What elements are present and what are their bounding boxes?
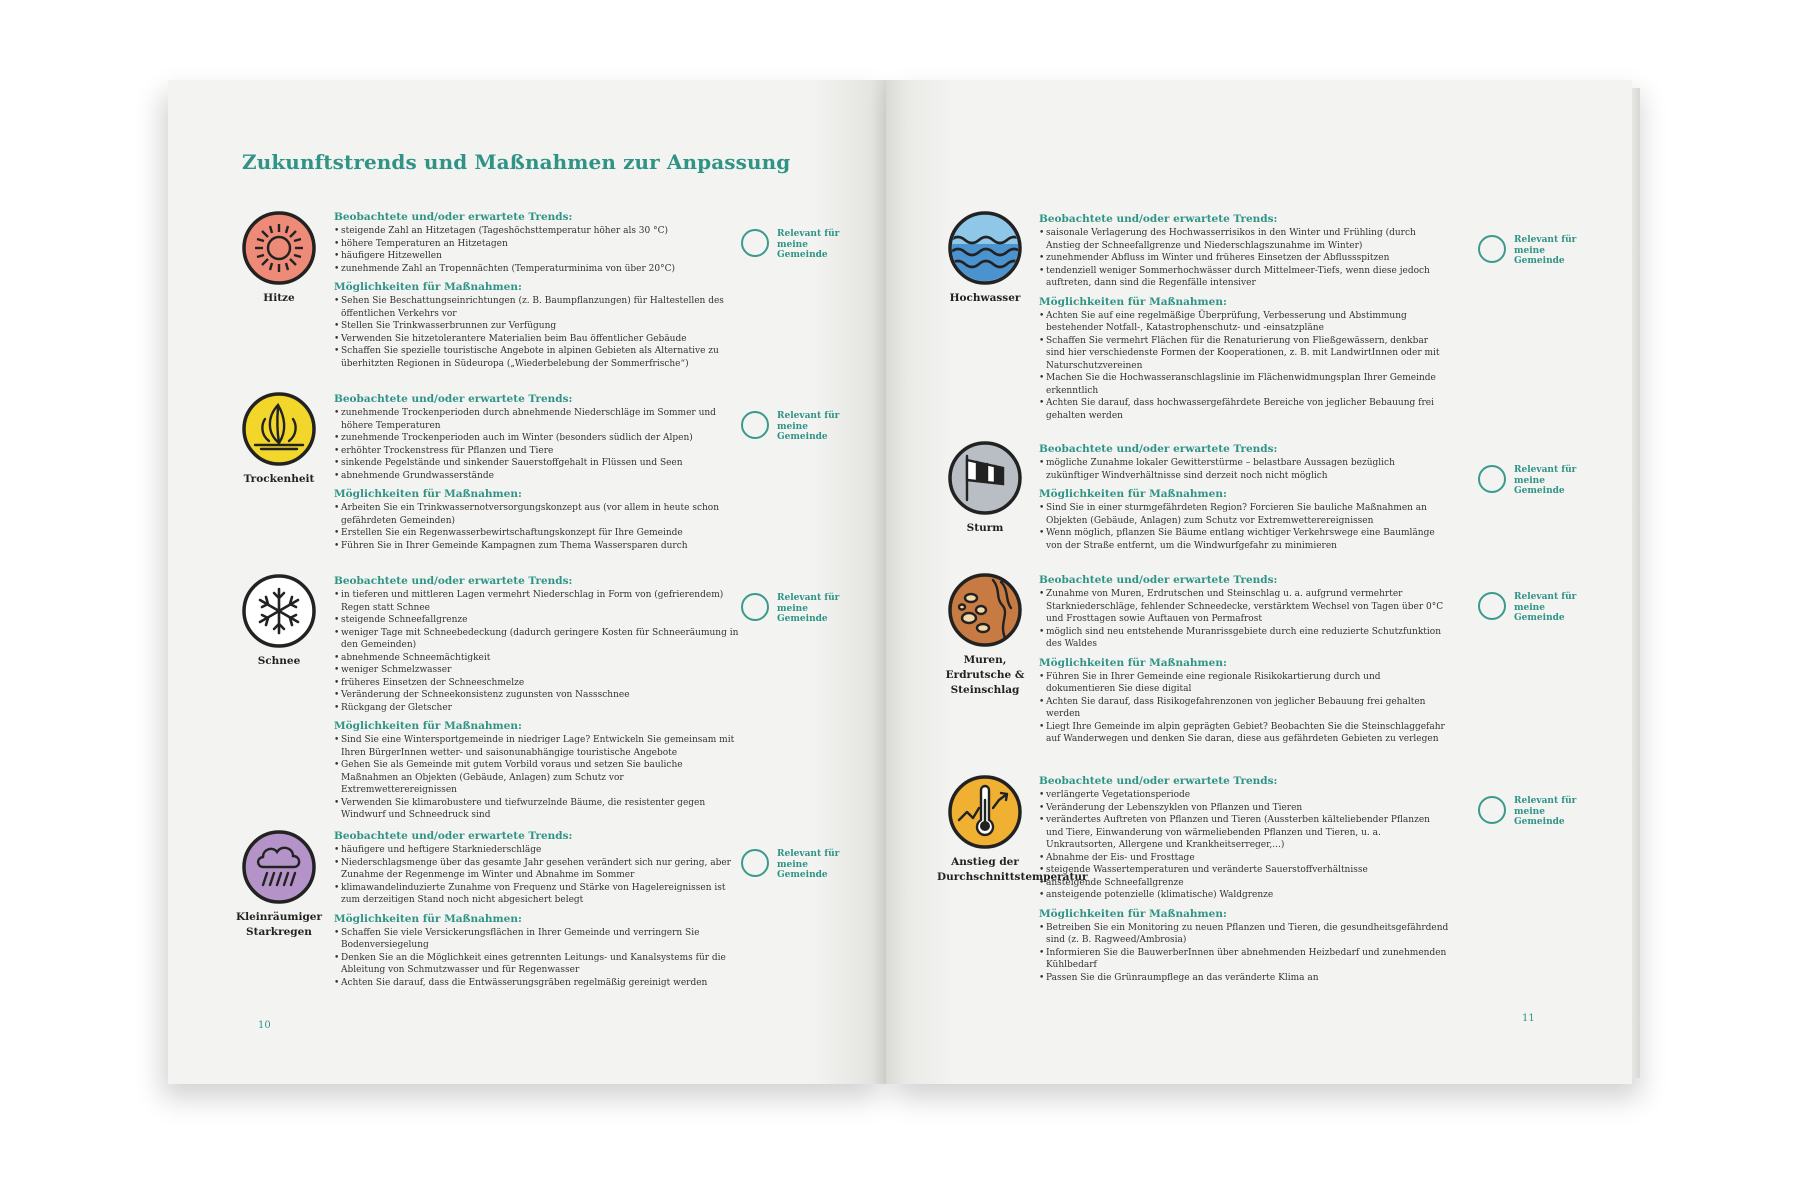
relevant-label: Relevant für meine Gemeinde xyxy=(777,849,840,880)
trend-item: • zunehmende Trockenperioden auch im Winter (besonders südlich der Alpen) xyxy=(334,432,742,445)
trend-item: • weniger Tage mit Schneebedeckung (dadurch geringere Kosten für Schneeräumung in den Gemeinden) xyxy=(334,627,742,652)
relevant-checkbox-trockenheit[interactable] xyxy=(741,411,851,451)
measure-item: • Achten Sie darauf, dass die Entwässerungsgräben regelmäßig gereinigt werden xyxy=(334,977,742,990)
measure-item: • Gehen Sie als Gemeinde mit gutem Vorbild voraus und setzen Sie bauliche Maßnahmen an Objekten (Gebäude, Anlagen) zum Schutz vor Extremwetterereignissen xyxy=(334,759,742,797)
sun-icon xyxy=(241,210,317,286)
relevant-checkbox-sturm[interactable] xyxy=(1478,465,1588,505)
trends-heading: Beobachtete und/oder erwartete Trends: xyxy=(1039,574,1278,586)
checkbox-circle-icon[interactable] xyxy=(741,229,769,257)
trends-list xyxy=(1039,789,1449,902)
relevant-label: Relevant für meine Gemeinde xyxy=(777,411,840,442)
trend-item: • Veränderung der Lebenszyklen von Pflanzen und Tieren xyxy=(1039,802,1449,815)
measures-list xyxy=(1039,502,1449,552)
trend-item: • zunehmende Trockenperioden durch abnehmende Niederschläge im Sommer und höhere Temperaturen xyxy=(334,407,742,432)
trends-list xyxy=(334,407,742,482)
relevant-checkbox-starkregen[interactable] xyxy=(741,849,851,889)
measures-heading: Möglichkeiten für Maßnahmen: xyxy=(334,488,522,500)
trend-item: • Rückgang der Gletscher xyxy=(334,702,742,715)
sturm-content xyxy=(1039,443,1449,552)
measures-heading: Möglichkeiten für Maßnahmen: xyxy=(334,281,522,293)
trend-item: • abnehmende Grundwasserstände xyxy=(334,470,742,483)
trend-item: • zunehmende Zahl an Tropennächten (Temperaturminima von über 20°C) xyxy=(334,263,742,276)
icon-label: Muren, Erdrutsche & Steinschlag xyxy=(945,654,1025,696)
checkbox-circle-icon[interactable] xyxy=(741,411,769,439)
relevant-checkbox-hitze[interactable] xyxy=(741,229,851,269)
relevant-checkbox-temperatur[interactable] xyxy=(1478,796,1588,836)
rockfall-icon xyxy=(947,572,1023,648)
measure-item: • Schaffen Sie spezielle touristische Angebote in alpinen Gebieten als Alternative zu überhitzten Regionen in Südeuropa („Wiederbelebung der Sommerfrische“) xyxy=(334,345,742,370)
relevant-checkbox-schnee[interactable] xyxy=(741,593,851,633)
starkregen-icon-group xyxy=(235,829,323,940)
measures-list xyxy=(334,502,742,552)
icon-label: Hochwasser xyxy=(949,292,1021,304)
right-page xyxy=(886,80,1632,1084)
trend-item: • Veränderung der Schneekonsistenz zugunsten von Nassschnee xyxy=(334,689,742,702)
trends-list xyxy=(334,844,742,907)
measures-heading: Möglichkeiten für Maßnahmen: xyxy=(1039,295,1227,308)
checkbox-circle-icon[interactable] xyxy=(1478,592,1506,620)
muren-icon-group xyxy=(945,572,1025,698)
icon-label: Anstieg der Durchschnittstemperatur xyxy=(937,856,1088,883)
trend-item: • verlängerte Vegetationsperiode xyxy=(1039,789,1449,802)
relevant-label: Relevant für meine Gemeinde xyxy=(1514,235,1577,266)
measure-item: • Liegt Ihre Gemeinde im alpin geprägten Gebiet? Beobachten Sie die Steinschlaggefahr auf Wanderwegen und denken Sie daran, diese aus gefährdeten Gebieten zu verlegen xyxy=(1039,721,1449,746)
trends-heading: Beobachtete und/oder erwartete Trends: xyxy=(1039,775,1278,787)
page-edge xyxy=(1632,88,1640,1078)
page-number-right: 11 xyxy=(1522,1013,1535,1024)
measure-item: • Achten Sie darauf, dass hochwassergefährdete Bereiche von jeglicher Bebauung frei gehalten werden xyxy=(1039,397,1449,422)
measure-item: • Erstellen Sie ein Regenwasserbewirtschaftungskonzept für Ihre Gemeinde xyxy=(334,527,742,540)
relevant-checkbox-muren[interactable] xyxy=(1478,592,1588,632)
measures-list xyxy=(1039,310,1449,423)
hitze-content xyxy=(334,211,742,370)
left-page xyxy=(168,80,886,1084)
measure-item: • Machen Sie die Hochwasseranschlagslinie im Flächenwidmungsplan Ihrer Gemeinde erkenntlich xyxy=(1039,372,1449,397)
trends-list xyxy=(1039,227,1449,290)
checkbox-circle-icon[interactable] xyxy=(1478,796,1506,824)
measures-list xyxy=(334,295,742,370)
trend-item: • mögliche Zunahme lokaler Gewitterstürme – belastbare Aussagen bezüglich zukünftiger Windverhältnisse sind derzeit noch nicht möglich xyxy=(1039,457,1449,482)
trend-item: • sinkende Pegelstände und sinkender Sauerstoffgehalt in Flüssen und Seen xyxy=(334,457,742,470)
measure-item: • Arbeiten Sie ein Trinkwassernotversorgungskonzept aus (vor allem in heute schon gefährdeten Gemeinden) xyxy=(334,502,742,527)
windsock-icon xyxy=(947,440,1023,516)
trend-item: • Zunahme von Muren, Erdrutschen und Steinschlag u. a. aufgrund vermehrter Starkniederschläge, fehlender Schneedecke, verstärktem Wechsel von Tagen über 0°C und Frosttagen sowie Auftauen von Permafrost xyxy=(1039,588,1449,626)
trend-item: • saisonale Verlagerung des Hochwasserrisikos in den Winter und Frühling (durch Anstieg der Schneefallgrenze und Niederschlagszunahme im Winter) xyxy=(1039,227,1449,252)
measures-list xyxy=(1039,922,1449,985)
trends-list xyxy=(334,589,742,714)
trend-item: • höhere Temperaturen an Hitzetagen xyxy=(334,238,742,251)
hitze-icon-group xyxy=(239,210,319,306)
trend-item: • möglich sind neu entstehende Muranrissgebiete durch eine reduzierte Schutzfunktion des Waldes xyxy=(1039,626,1449,651)
checkbox-circle-icon[interactable] xyxy=(741,849,769,877)
thermometer-rising-icon xyxy=(947,774,1023,850)
measure-item: • Informieren Sie die BauwerberInnen über abnehmenden Heizbedarf und zunehmenden Kühlbedarf xyxy=(1039,947,1449,972)
page-number-left: 10 xyxy=(258,1020,271,1031)
relevant-label: Relevant für meine Gemeinde xyxy=(1514,592,1577,623)
trend-item: • erhöhter Trockenstress für Pflanzen und Tiere xyxy=(334,445,742,458)
schnee-icon-group xyxy=(239,573,319,669)
trend-item: • steigende Zahl an Hitzetagen (Tageshöchsttemperatur höher als 30 °C) xyxy=(334,225,742,238)
measures-list xyxy=(334,927,742,990)
trend-item: • zunehmender Abfluss im Winter und früheres Einsetzen der Abflussspitzen xyxy=(1039,252,1449,265)
relevant-label: Relevant für meine Gemeinde xyxy=(777,229,840,260)
trends-list xyxy=(1039,457,1449,482)
measure-item: • Achten Sie darauf, dass Risikogefahrenzonen von jeglicher Bebauung frei gehalten werden xyxy=(1039,696,1449,721)
measures-list xyxy=(334,734,742,822)
trockenheit-icon-group xyxy=(239,391,319,487)
icon-label: Schnee xyxy=(257,655,301,667)
measure-item: • Verwenden Sie klimarobustere und tiefwurzelnde Bäume, die resistenter gegen Windwurf und Schneedruck sind xyxy=(334,797,742,822)
relevant-checkbox-hochwasser[interactable] xyxy=(1478,235,1588,275)
trend-item: • abnehmende Schneemächtigkeit xyxy=(334,652,742,665)
schnee-content xyxy=(334,575,742,822)
relevant-label: Relevant für meine Gemeinde xyxy=(1514,796,1577,827)
sturm-icon-group xyxy=(945,440,1025,536)
trends-heading: Beobachtete und/oder erwartete Trends: xyxy=(334,393,573,405)
trend-item: • in tieferen und mittleren Lagen vermehrt Niederschlag in Form von (gefrierendem) Regen statt Schnee xyxy=(334,589,742,614)
measure-item: • Sehen Sie Beschattungseinrichtungen (z. B. Baumpflanzungen) für Haltestellen des öffentlichen Verkehrs vor xyxy=(334,295,742,320)
trend-item: • klimawandelinduzierte Zunahme von Frequenz und Stärke von Hagelereignissen ist zum derzeitigen Stand noch nicht abgesichert belegt xyxy=(334,882,742,907)
trend-item: • ansteigende potenzielle (klimatische) Waldgrenze xyxy=(1039,889,1449,902)
trends-list xyxy=(334,225,742,275)
temperatur-icon-group xyxy=(937,774,1088,885)
trend-item: • weniger Schmelzwasser xyxy=(334,664,742,677)
measure-item: • Passen Sie die Grünraumpflege an das veränderte Klima an xyxy=(1039,972,1449,985)
trend-item: • steigende Wassertemperaturen und veränderte Sauerstoffverhältnisse xyxy=(1039,864,1449,877)
heavy-rain-cloud-icon xyxy=(241,829,317,905)
trend-item: • ansteigende Schneefallgrenze xyxy=(1039,877,1449,890)
icon-label: Trockenheit xyxy=(243,473,315,485)
relevant-label: Relevant für meine Gemeinde xyxy=(1514,465,1577,496)
trend-item: • verändertes Auftreten von Pflanzen und Tieren (Aussterben kälteliebender Pflanzen und Tiere, Einwanderung von wärmeliebenden Pflanzen und Tieren, u. a. Unkrautsorten, Allergene und Krankheitserreger,...) xyxy=(1039,814,1449,852)
measures-list xyxy=(1039,671,1449,746)
checkbox-circle-icon[interactable] xyxy=(741,593,769,621)
icon-label: Kleinräumiger Starkregen xyxy=(235,911,323,938)
dry-leaf-icon xyxy=(241,391,317,467)
hochwasser-icon-group xyxy=(945,210,1025,306)
trockenheit-content xyxy=(334,393,742,552)
checkbox-circle-icon[interactable] xyxy=(1478,465,1506,493)
trend-item: • tendenziell weniger Sommerhochwässer durch Mittelmeer-Tiefs, wenn diese jedoch auftreten, dann sind die Regenfälle intensiver xyxy=(1039,265,1449,290)
measure-item: • Wenn möglich, pflanzen Sie Bäume entlang wichtiger Verkehrswege eine Baumlänge von der Straße entfernt, um die Windwurfgefahr zu minimieren xyxy=(1039,527,1449,552)
measure-item: • Schaffen Sie viele Versickerungsflächen in Ihrer Gemeinde und verringern Sie Bodenversiegelung xyxy=(334,927,742,952)
measures-heading: Möglichkeiten für Maßnahmen: xyxy=(1039,488,1227,500)
page-title: Zukunftstrends und Maßnahmen zur Anpassung xyxy=(242,150,791,174)
brochure-spread xyxy=(168,80,1632,1084)
starkregen-content xyxy=(334,830,742,989)
measures-heading: Möglichkeiten für Maßnahmen: xyxy=(1039,656,1227,669)
measure-item: • Schaffen Sie vermehrt Flächen für die Renaturierung von Fließgewässern, denkbar sind hier verschiedenste Formen der Kooperationen, z. B. mit LandwirtInnen oder mit Naturschutzvereinen xyxy=(1039,335,1449,373)
measure-item: • Achten Sie auf eine regelmäßige Überprüfung, Verbesserung und Abstimmung bestehender Notfall-, Katastrophenschutz- und -einsatzpläne xyxy=(1039,310,1449,335)
trends-heading: Beobachtete und/oder erwartete Trends: xyxy=(334,211,573,223)
trends-heading: Beobachtete und/oder erwartete Trends: xyxy=(1039,443,1278,455)
measure-item: • Betreiben Sie ein Monitoring zu neuen Pflanzen und Tieren, die gesundheitsgefährdend sind (z. B. Ragweed/Ambrosia) xyxy=(1039,922,1449,947)
muren-content xyxy=(1039,574,1449,746)
trends-heading: Beobachtete und/oder erwartete Trends: xyxy=(334,830,573,842)
measure-item: • Verwenden Sie hitzetolerantere Materialien beim Bau öffentlicher Gebäude xyxy=(334,333,742,346)
trend-item: • häufigere und heftigere Starkniederschläge xyxy=(334,844,742,857)
trend-item: • Niederschlagsmenge über das gesamte Jahr gesehen verändert sich nur gering, aber Zunahme der Regenmenge im Winter und Abnahme im Sommer xyxy=(334,857,742,882)
trend-item: • steigende Schneefallgrenze xyxy=(334,614,742,627)
trend-item: • früheres Einsetzen der Schneeschmelze xyxy=(334,677,742,690)
measure-item: • Stellen Sie Trinkwasserbrunnen zur Verfügung xyxy=(334,320,742,333)
trend-item: • häufigere Hitzewellen xyxy=(334,250,742,263)
measures-heading: Möglichkeiten für Maßnahmen: xyxy=(334,912,522,925)
measure-item: • Sind Sie eine Wintersportgemeinde in niedriger Lage? Entwickeln Sie gemeinsam mit Ihren BürgerInnen wetter- und saisonunabhängige touristische Angebote xyxy=(334,734,742,759)
measure-item: • Denken Sie an die Möglichkeit eines getrennten Leitungs- und Kanalsystems für die Ableitung von Schmutzwasser und für Regenwasser xyxy=(334,952,742,977)
trends-heading: Beobachtete und/oder erwartete Trends: xyxy=(1039,213,1278,225)
snowflake-icon xyxy=(241,573,317,649)
measure-item: • Führen Sie in Ihrer Gemeinde eine regionale Risikokartierung durch und dokumentieren Sie diese digital xyxy=(1039,671,1449,696)
trends-list xyxy=(1039,588,1449,651)
icon-label: Sturm xyxy=(966,522,1004,534)
hochwasser-content xyxy=(1039,213,1449,422)
water-waves-icon xyxy=(947,210,1023,286)
measure-item: • Sind Sie in einer sturmgefährdeten Region? Forcieren Sie bauliche Maßnahmen an Objekten (Gebäude, Anlagen) zum Schutz vor Extremwetterereignissen xyxy=(1039,502,1449,527)
measures-heading: Möglichkeiten für Maßnahmen: xyxy=(334,720,522,732)
icon-label: Hitze xyxy=(263,292,295,304)
measure-item: • Führen Sie in Ihrer Gemeinde Kampagnen zum Thema Wassersparen durch xyxy=(334,540,742,553)
measures-heading: Möglichkeiten für Maßnahmen: xyxy=(1039,907,1227,920)
temperatur-content xyxy=(1039,775,1449,984)
trend-item: • Abnahme der Eis- und Frosttage xyxy=(1039,852,1449,865)
relevant-label: Relevant für meine Gemeinde xyxy=(777,593,840,624)
checkbox-circle-icon[interactable] xyxy=(1478,235,1506,263)
trends-heading: Beobachtete und/oder erwartete Trends: xyxy=(334,575,573,587)
